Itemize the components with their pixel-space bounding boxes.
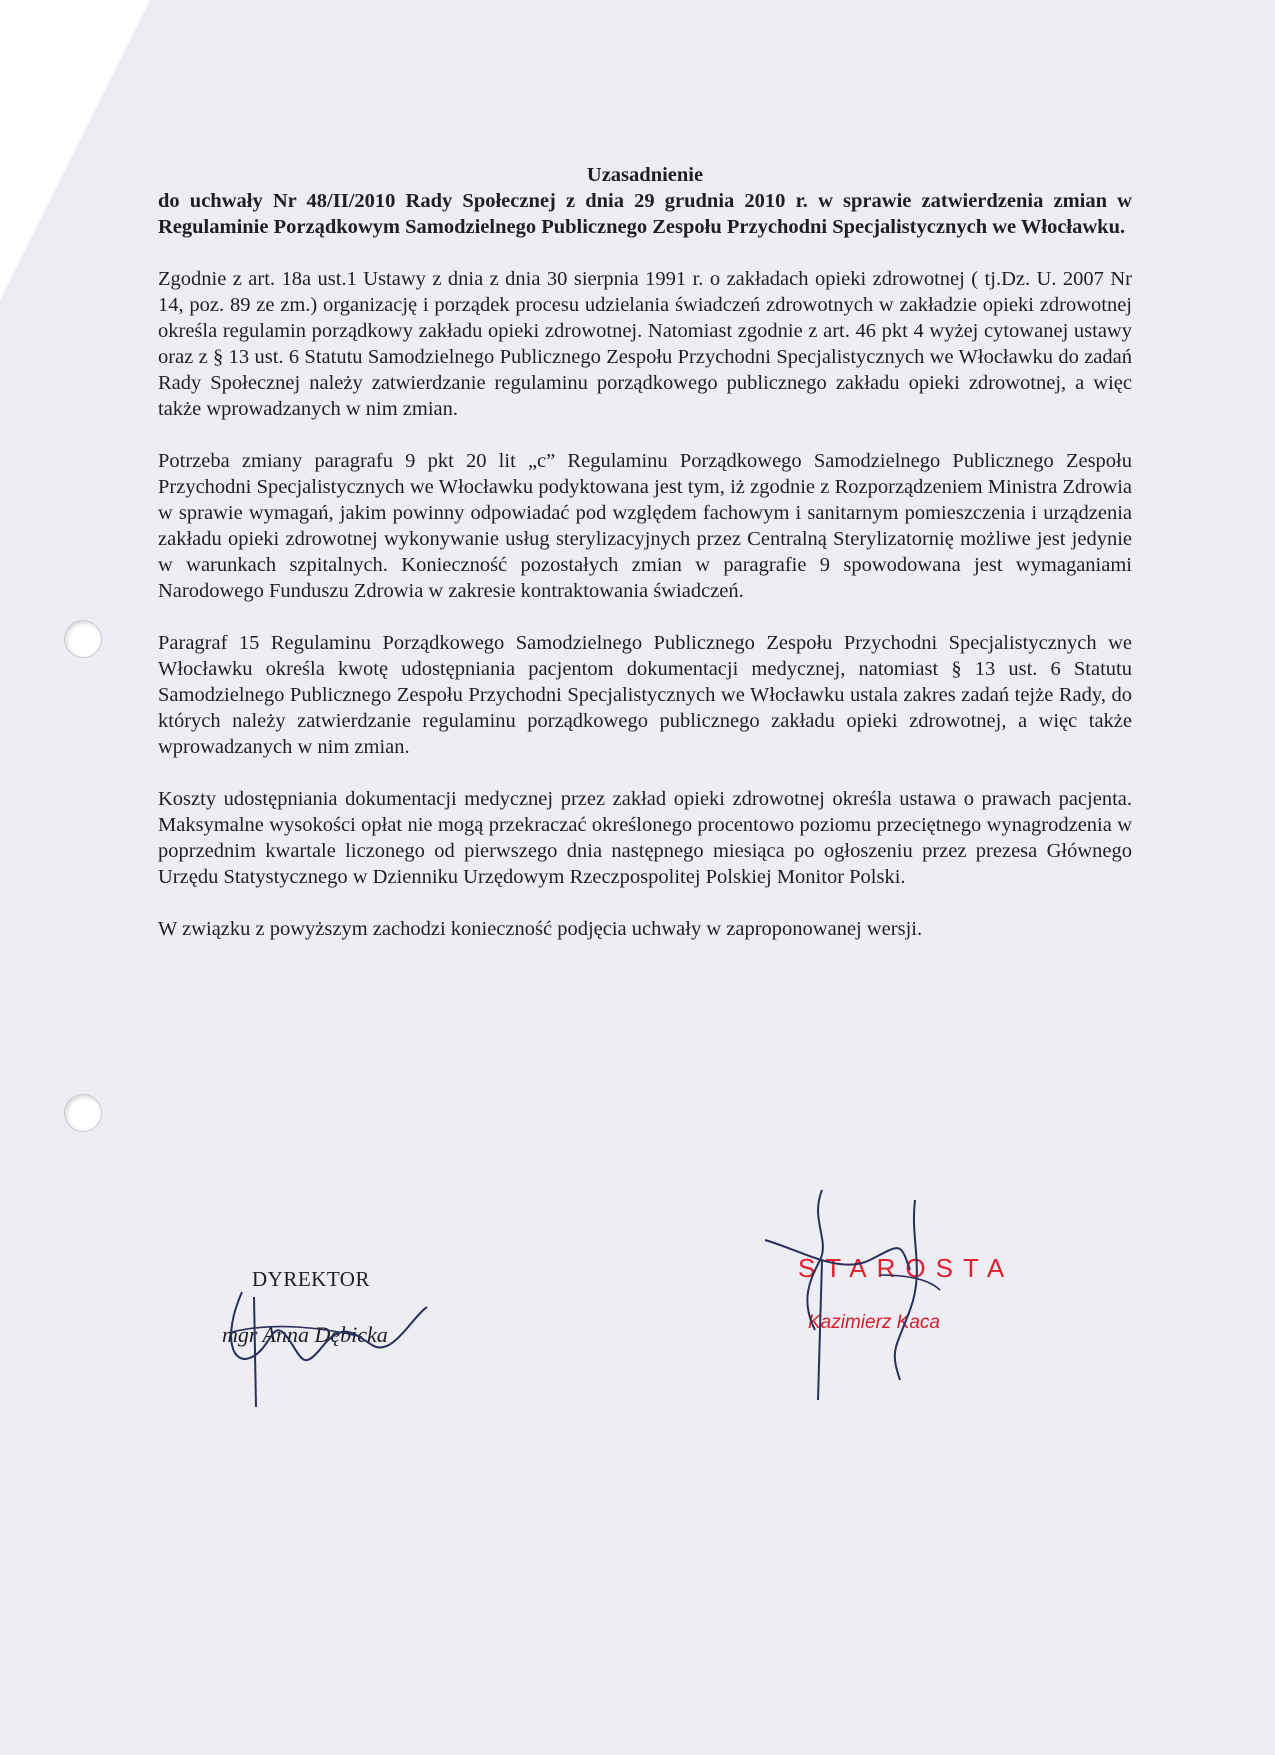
paragraph-5: W związku z powyższym zachodzi konieczność podjęcia uchwały w zaproponowanej wersji. [158,918,923,940]
paragraph-4: Koszty udostępniania dokumentacji medycznej przez zakład opieki zdrowotnej określa ustawa o prawach pacjenta. Maksymalne wysokości opłat nie mogą przekraczać określonego procentowo poziomu przeciętnego wynagrodzenia w poprzednim kwartale liczonego od pierwszego dnia następnego miesiąca po ogłoszeniu przez prezesa Głównego Urzędu Statystycznego w Dzienniku Urzędowym Rzeczpospolitej Polskiej Monitor Polski. [158,788,1132,888]
punch-hole-top [64,620,102,658]
director-name: mgr Anna Dębicka [222,1322,388,1347]
document-body [158,162,1132,942]
starosta-signature-block [760,1180,1020,1333]
starosta-signature-scribble [760,1180,1020,1410]
paragraph-2: Potrzeba zmiany paragrafu 9 pkt 20 lit „c” Regulaminu Porządkowego Samodzielnego Publicznego Zespołu Przychodni Specjalistycznych we Włocławku podyktowana jest tym, iż zgodnie z Rozporządzeniem Ministra Zdrowia w sprawie wymagań, jakim powinny odpowiadać pod względem fachowym i sanitarnym pomieszczenia i urządzenia zakładu opieki zdrowotnej wykonywanie usług sterylizacyjnych przez Centralną Sterylizatornię możliwe jest jedynie w warunkach szpitalnych. Konieczność pozostałych zmian w paragrafie 9 spowodowana jest wymaganiami Narodowego Funduszu Zdrowia w zakresie kontraktowania świadczeń. [158,450,1132,602]
starosta-name: Kazimierz Kaca [808,1312,940,1333]
punch-hole-bottom [64,1094,102,1132]
director-signature-scribble [212,1277,472,1417]
paragraph-3: Paragraf 15 Regulaminu Porządkowego Samodzielnego Publicznego Zespołu Przychodni Specjalistycznych we Włocławku określa kwotę udostępniania pacjentom dokumentacji medycznej, natomiast § 13 ust. 6 Statutu Samodzielnego Publicznego Zespołu Przychodni Specjalistycznych we Włocławku ustala zakres zadań tejże Rady, do których należy zatwierdzanie regulaminu porządkowego publicznego zakładu opieki zdrowotnej, a więc także wprowadzanych w nim zmian. [158,632,1132,758]
starosta-role: STAROSTA [798,1253,1015,1283]
document-subtitle: do uchwały Nr 48/II/2010 Rady Społecznej z dnia 29 grudnia 2010 r. w sprawie zatwierdzenia zmian w Regulaminie Porządkowym Samodzielnego Publicznego Zespołu Przychodni Specjalistycznych we Włocławku. [158,190,1132,238]
director-role: DYREKTOR [252,1267,370,1291]
document-title: Uzasadnienie [586,164,704,186]
director-signature-block [222,1267,482,1417]
paragraph-1: Zgodnie z art. 18a ust.1 Ustawy z dnia z dnia 30 sierpnia 1991 r. o zakładach opieki zdrowotnej ( tj.Dz. U. 2007 Nr 14, poz. 89 ze zm.) organizację i porządek procesu udzielania świadczeń zdrowotnych w zakładzie opieki zdrowotnej określa regulamin porządkowy zakładu opieki zdrowotnej. Natomiast zgodnie z art. 46 pkt 4 wyżej cytowanej ustawy oraz z § 13 ust. 6 Statutu Samodzielnego Publicznego Zespołu Przychodni Specjalistycznych we Włocławku do zadań Rady Społecznej należy zatwierdzanie regulaminu porządkowego publicznego zakładu opieki zdrowotnej, a więc także wprowadzanych w nim zmian. [158,268,1132,420]
